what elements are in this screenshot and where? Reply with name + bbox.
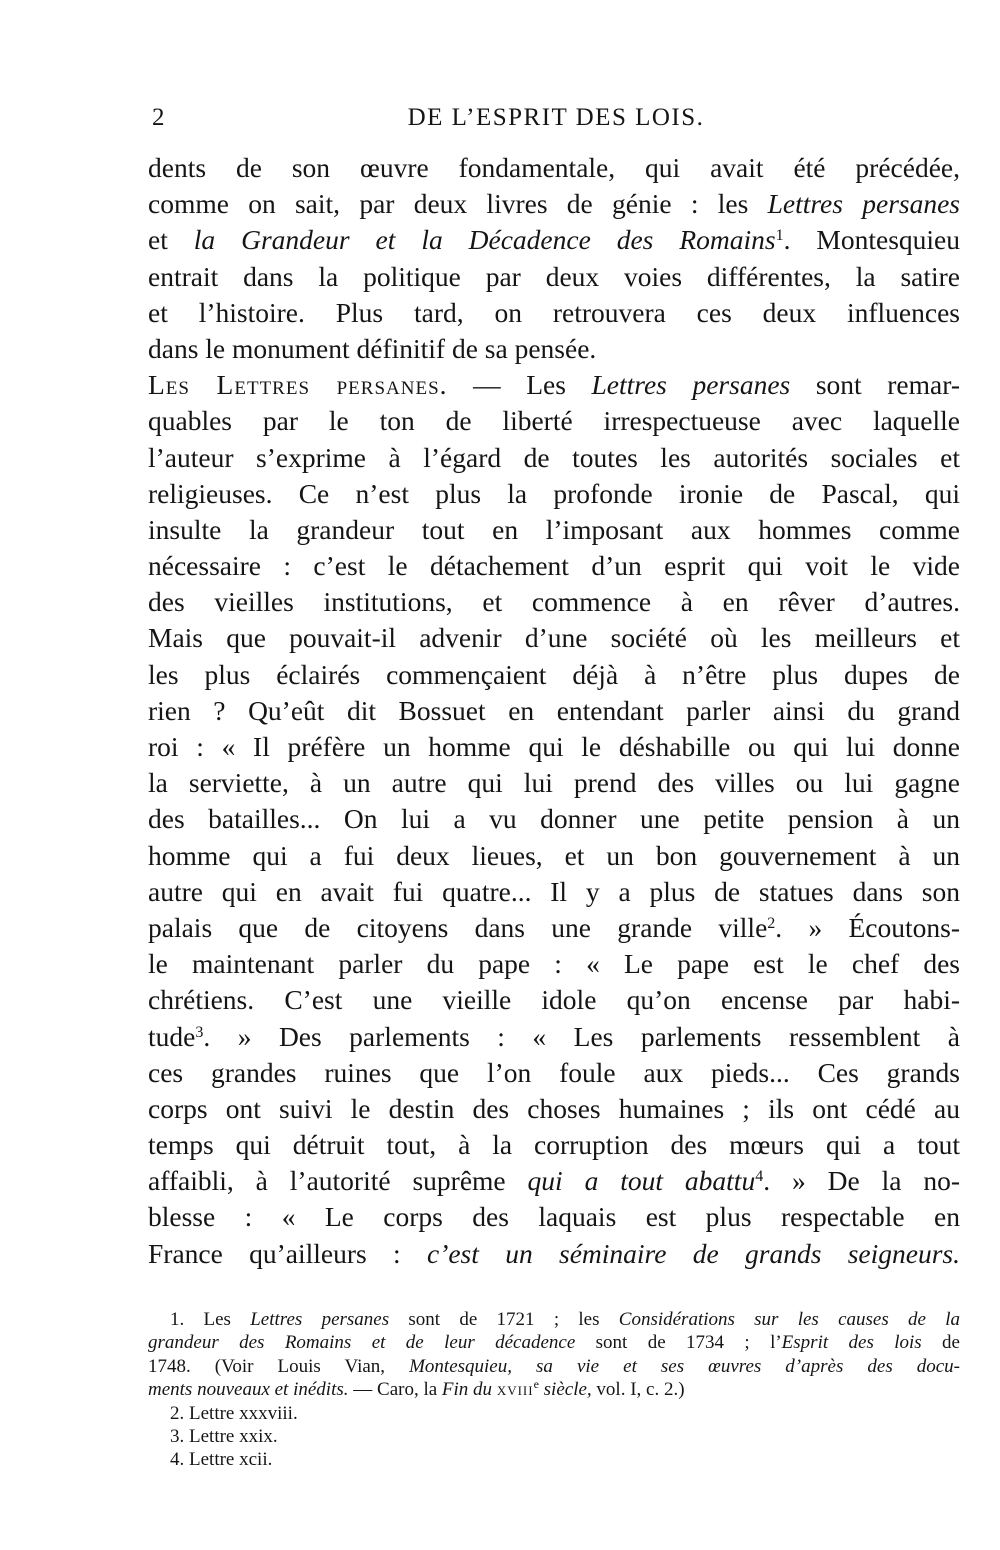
text-line: l’auteur s’exprime à l’égard de toutes les autorités sociales et — [148, 441, 960, 473]
footnote-ref: 2 — [767, 914, 776, 932]
text-line: temps qui détruit tout, à la corruption des mœurs qui a tout — [148, 1129, 960, 1161]
text-line: et la Grandeur et la Décadence des Romains$^1$. Montesquieu — [148, 224, 960, 256]
text-line: nécessaire : c’est le détachement d’un esprit qui voit le vide — [148, 550, 960, 582]
text-line: des batailles... On lui a vu donner une petite pension à un — [148, 803, 960, 835]
footnote-3: 3. Lettre xxix. — [170, 1425, 278, 1447]
text-line: chrétiens. C’est une vieille idole qu’on encense par habi- — [148, 984, 960, 1016]
text-line: rien ? Qu’eût dit Bossuet en entendant parler ainsi du grand — [148, 694, 960, 726]
text-line: palais que de citoyens dans une grande ville$^2$. » Écoutons- — [148, 911, 960, 943]
text-line: quables par le ton de liberté irrespectueuse avec laquelle — [148, 405, 960, 437]
text-line: tude$^3$. » Des parlements : « Les parlements ressemblent à — [148, 1020, 960, 1052]
text-line: les plus éclairés commençaient déjà à n’être plus dupes de — [148, 658, 960, 690]
text-line: et l’histoire. Plus tard, on retrouvera ces deux influences — [148, 296, 960, 328]
footnotes — [148, 1308, 960, 1472]
text-line: comme on sait, par deux livres de génie : les Lettres persanes — [148, 188, 961, 220]
footnote-4: 4. Lettre xcii. — [170, 1449, 273, 1471]
text-line: autre qui en avait fui quatre... Il y a plus de statues dans son — [148, 875, 960, 907]
text-line: homme qui a fui deux lieues, et un bon gouvernement à un — [148, 839, 960, 871]
section-title: Les Lettres persanes. — [148, 369, 448, 401]
section-heading-line: Les Lettres persanes. — Les Lettres persanes sont remar- — [148, 369, 960, 401]
footnote-2: 2. Lettre xxxviii. — [170, 1402, 298, 1424]
footnote-1: 1. Les Lettres persanes sont de 1721 ; les Considérations sur les causes de la — [170, 1309, 961, 1330]
text-line: insulte la grandeur tout en l’imposant aux hommes comme — [148, 513, 960, 545]
text-line: dents de son œuvre fondamentale, qui avait été précédée, — [148, 152, 960, 183]
text-line: France qu’ailleurs : c’est un séminaire de grands seigneurs. — [148, 1237, 960, 1269]
text-line: corps ont suivi le destin des choses humaines ; ils ont cédé au — [148, 1092, 960, 1124]
running-title: DE L’ESPRIT DES LOIS. — [407, 104, 705, 131]
text-line: ces grandes ruines que l’on foule aux pieds... Ces grands — [148, 1056, 960, 1088]
text-line: le maintenant parler du pape : « Le pape est le chef des — [148, 948, 960, 980]
footnote-ref: 3 — [195, 1023, 204, 1041]
text-line: affaibli, à l’autorité suprême qui a tout abattu$^4$. » De la no- — [148, 1165, 960, 1197]
footnote-1-cont: 1748. (Voir Louis Vian, Montesquieu, sa vie et ses œuvres d’après des docu- — [148, 1355, 961, 1377]
footnote-1-cont: ments nouveaux et inédits. — Caro, la Fin du xviii$^e$ siècle, vol. I, c. 2.) — [148, 1377, 685, 1401]
text-line: Mais que pouvait-il advenir d’une société où les meilleurs et — [148, 622, 960, 654]
page-number: 2 — [152, 104, 166, 131]
page-header — [152, 104, 960, 140]
text-line: blesse : « Le corps des laquais est plus respectable en — [148, 1201, 960, 1233]
footnote-1-cont: grandeur des Romains et de leur décadence sont de 1734 ; l’Esprit des lois de — [148, 1332, 960, 1354]
footnote-ref: 1 — [775, 227, 784, 245]
text-line: dans le monument définitif de sa pensée. — [148, 332, 597, 364]
text-line: religieuses. Ce n’est plus la profonde ironie de Pascal, qui — [148, 477, 960, 509]
text-line: la serviette, à un autre qui lui prend des villes ou lui gagne — [148, 767, 960, 799]
text-line: roi : « Il préfère un homme qui le déshabille ou qui lui donne — [148, 731, 960, 762]
body-text — [148, 150, 960, 1272]
footnote-ref: 4 — [755, 1168, 764, 1186]
text-line: des vieilles institutions, et commence à en rêver d’autres. — [148, 586, 960, 618]
text-line: entrait dans la politique par deux voies différentes, la satire — [148, 260, 960, 292]
